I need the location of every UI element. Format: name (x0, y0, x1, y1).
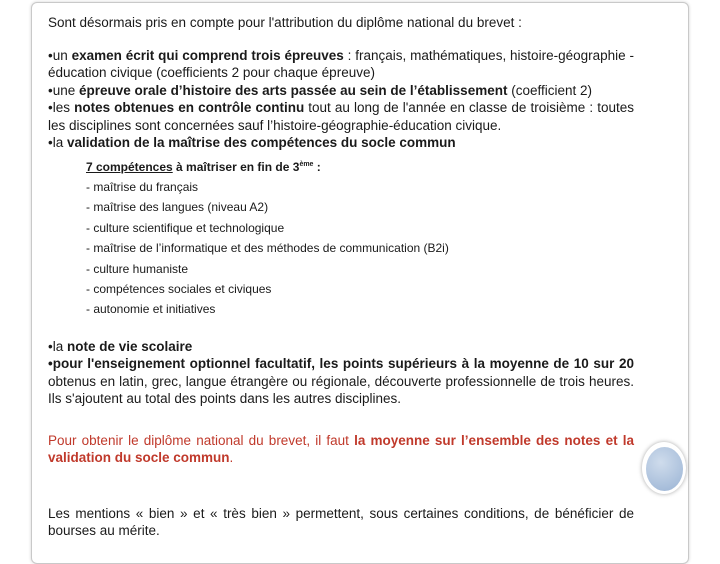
decorative-circle-fill (646, 447, 683, 491)
item-vie-scolaire: •la note de vie scolaire (48, 338, 193, 354)
competence-item: - maîtrise du français (86, 179, 199, 194)
slide-content (48, 14, 634, 540)
item-notes: •les notes obtenues en contrôle continu tout au long de l'année en classe de troisième : toutes les disciplines sont concernées sauf l’histoire-géographie-éducation civique. (48, 100, 634, 133)
competence-item: - culture scientifique et technologique (86, 220, 285, 235)
competence-item: - maîtrise de l’informatique et des méthodes de communication (B2i) (86, 241, 449, 256)
conclusion-text: Pour obtenir le diplôme national du brevet, il faut la moyenne sur l’ensemble des notes et la validation du socle commun. (48, 432, 634, 466)
intro-text: Sont désormais pris en compte pour l'attribution du diplôme national du brevet : (48, 15, 522, 30)
competence-item: - compétences sociales et civiques (86, 281, 272, 296)
competences-block (86, 157, 634, 320)
item-option: •pour l'enseignement optionnel facultatif, les points supérieurs à la moyenne de 10 sur 20 obtenus en latin, grec, langue étrangère ou régionale, découverte professionnelle de trois heures. Ils s'ajoutent au total des points dans les autres disciplines. (48, 356, 634, 407)
item-exam: •un examen écrit qui comprend trois épreuves : français, mathématiques, histoire-géographie - éducation civique (coefficients 2 pour chaque épreuve) (48, 47, 634, 80)
item-oral: •une épreuve orale d’histoire des arts passée au sein de l’établissement (coefficient 2) (48, 82, 592, 98)
competences-heading: 7 compétences à maîtriser en fin de 3ème : (86, 159, 321, 174)
mentions-text: Les mentions « bien » et « très bien » permettent, sous certaines conditions, de bénéficier de bourses au mérite. (48, 505, 634, 539)
competence-item: - culture humaniste (86, 261, 189, 276)
competence-item: - maîtrise des langues (niveau A2) (86, 200, 269, 215)
item-socle: •la validation de la maîtrise des compétences du socle commun (48, 135, 456, 150)
competence-item: - autonomie et initiatives (86, 302, 216, 317)
